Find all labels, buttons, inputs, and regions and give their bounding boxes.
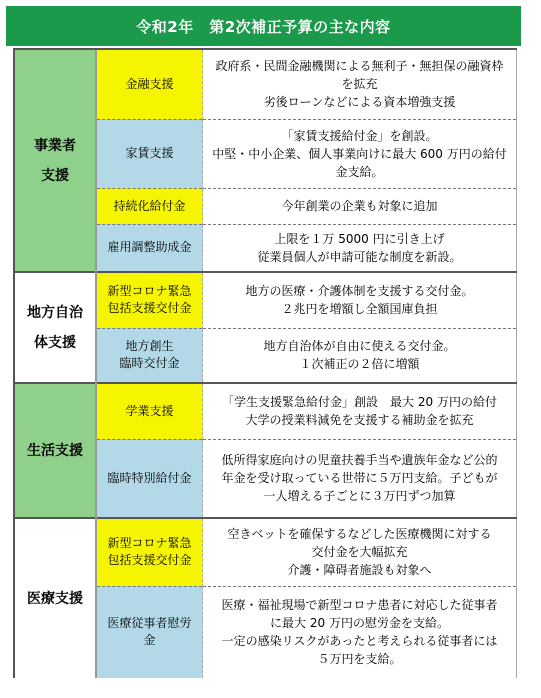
item-desc-cell: 地方の医療・介護体制を支援する交付金。 ２兆円を増額し全額国庫負担 [203, 272, 517, 328]
page-title: 令和2年 第2次補正予算の主な内容 [6, 6, 521, 46]
category-line: 事業者 [34, 137, 76, 154]
item-desc-cell: 地方自治体が自由に使える交付金。 １次補正の２倍に増額 [203, 328, 517, 383]
table-row [14, 49, 517, 119]
item-name-cell: 金融支援 [96, 49, 203, 119]
item-desc-cell: 政府系・民間金融機関による無利子・無担保の融資枠 を拡充 劣後ローンなどによる資本増強支援 [203, 49, 517, 119]
category-line: 体支援 [34, 334, 76, 351]
table-row [14, 518, 517, 586]
budget-table [13, 48, 517, 678]
item-name-cell: 新型コロナ緊急 包括支援交付金 [96, 518, 203, 586]
item-desc-cell: 「家賃支援給付金」を創設。 中堅・中小企業、個人事業向けに最大 600 万円の給付 金支給。 [203, 119, 517, 188]
item-name-cell: 持続化給付金 [96, 188, 203, 224]
item-name-cell: 地方創生 臨時交付金 [96, 328, 203, 383]
item-name-cell: 新型コロナ緊急 包括支援交付金 [96, 272, 203, 328]
category-line: 地方自治 [27, 304, 83, 321]
item-desc-cell: 空きベットを確保するなどした医療機関に対する 交付金を大幅拡充 介護・障碍者施設も対象へ [203, 518, 517, 586]
item-name-cell: 医療従事者慰労 金 [96, 586, 203, 678]
category-cell [14, 272, 96, 383]
item-desc-cell: 低所得家庭向けの児童扶養手当や遺族年金など公的 年金を受け取っている世帯に５万円支給。子どもが 一人増える子ごとに３万円ずつ加算 [203, 439, 517, 518]
category-line: 医療支援 [27, 590, 83, 607]
table-row [14, 383, 517, 439]
category-line: 支援 [41, 167, 69, 184]
item-desc-cell: 「学生支援緊急給付金」創設 最大 20 万円の給付 大学の授業料減免を支援する補助金を拡充 [203, 383, 517, 439]
category-cell [14, 383, 96, 518]
item-name-cell: 臨時特別給付金 [96, 439, 203, 518]
item-desc-cell: 今年創業の企業も対象に追加 [203, 188, 517, 224]
item-name-cell: 学業支援 [96, 383, 203, 439]
item-name-cell: 家賃支援 [96, 119, 203, 188]
category-cell [14, 518, 96, 678]
category-cell [14, 49, 96, 272]
table-row [14, 272, 517, 328]
item-desc-cell: 上限を１万 5000 円に引き上げ 従業員個人が申請可能な制度を新設。 [203, 224, 517, 272]
item-desc-cell: 医療・福祉現場で新型コロナ患者に対応した従事者 に最大 20 万円の慰労金を支給。 一定の感染リスクがあったと考えられる従事者には ５万円を支給。 [203, 586, 517, 678]
item-name-cell: 雇用調整助成金 [96, 224, 203, 272]
budget-table-container [13, 48, 517, 678]
category-line: 生活支援 [27, 442, 83, 459]
